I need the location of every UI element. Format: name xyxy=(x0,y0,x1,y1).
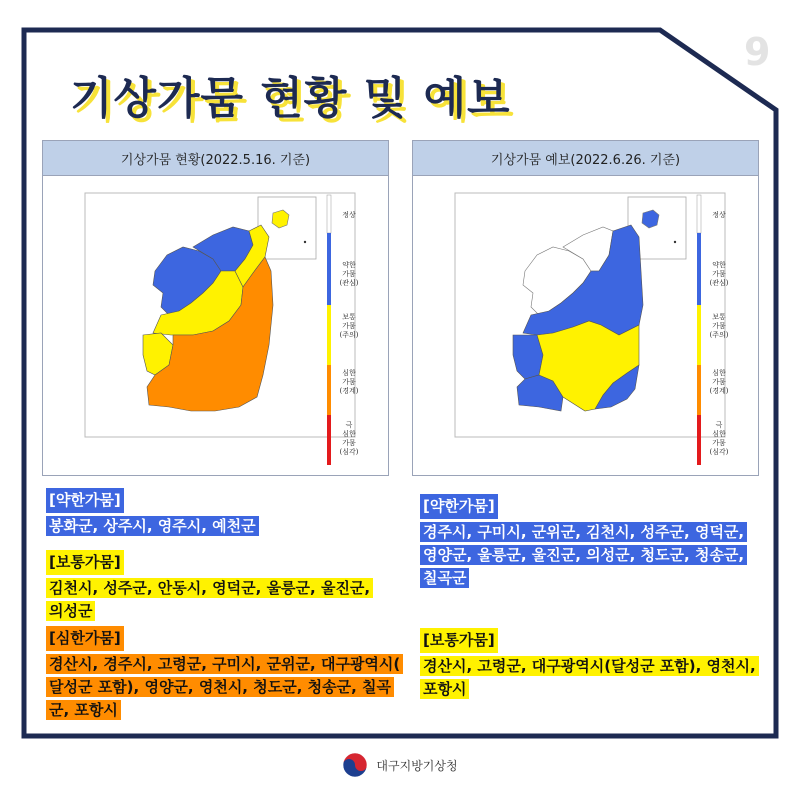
legend-severe-label: 심한 가뭄 (경계) xyxy=(339,369,359,395)
current-moderate-title: [보통가뭄] xyxy=(46,550,124,575)
legend-normal-label: 정상 xyxy=(712,211,726,219)
legend-moderate-label: 보통 가뭄 (주의) xyxy=(709,313,729,339)
current-severe-block xyxy=(46,626,406,722)
current-moderate-block xyxy=(46,550,386,623)
page-number: 9 xyxy=(744,30,771,74)
legend-weak-label: 약한 가뭄 (관심) xyxy=(339,261,359,287)
legend-weak-label: 약한 가뭄 (관심) xyxy=(709,261,729,287)
current-moderate-list: 김천시, 성주군, 안동시, 영덕군, 울릉군, 울진군, 의성군 xyxy=(46,578,373,621)
forecast-weak-list: 경주시, 구미시, 군위군, 김천시, 성주군, 영덕군, 영양군, 울릉군, 울진군, 의성군, 청도군, 청송군, 칠곡군 xyxy=(420,522,747,588)
current-weak-block xyxy=(46,488,396,538)
legend-extreme-label: 극 심한 가뭄 (심각) xyxy=(339,421,359,456)
legend-moderate-label: 보통 가뭄 (주의) xyxy=(339,313,359,339)
current-severe-title: [심한가뭄] xyxy=(46,626,124,651)
forecast-moderate-title: [보통가뭄] xyxy=(420,628,498,653)
forecast-map-header: 기상가뭄 예보(2022.6.26. 기준) xyxy=(413,141,758,176)
footer xyxy=(0,752,800,778)
forecast-map-panel xyxy=(412,140,759,476)
legend-normal-label: 정상 xyxy=(342,211,356,219)
footer-org-name: 대구지방기상청 xyxy=(376,758,458,773)
current-map-panel xyxy=(42,140,389,476)
page-title: 기상가뭄 현황 및 예보 xyxy=(70,73,511,124)
current-weak-title: [약한가뭄] xyxy=(46,488,124,513)
forecast-weak-title: [약한가뭄] xyxy=(420,494,498,519)
forecast-drought-map xyxy=(413,175,758,475)
legend-extreme-label: 극 심한 가뭄 (심각) xyxy=(709,421,729,456)
forecast-moderate-block xyxy=(420,628,765,701)
current-drought-map xyxy=(43,175,388,475)
taegeuk-logo-icon xyxy=(342,752,368,778)
current-weak-list: 봉화군, 상주시, 영주시, 예천군 xyxy=(46,516,259,536)
legend-severe-label: 심한 가뭄 (경계) xyxy=(709,369,729,395)
current-map-header: 기상가뭄 현황(2022.5.16. 기준) xyxy=(43,141,388,176)
forecast-moderate-list: 경산시, 고령군, 대구광역시(달성군 포함), 영천시, 포항시 xyxy=(420,656,759,699)
current-severe-list: 경산시, 경주시, 고령군, 구미시, 군위군, 대구광역시( 달성군 포함), 영양군, 영천시, 청도군, 청송군, 칠곡군, 포항시 xyxy=(46,654,403,720)
forecast-weak-block xyxy=(420,494,750,590)
